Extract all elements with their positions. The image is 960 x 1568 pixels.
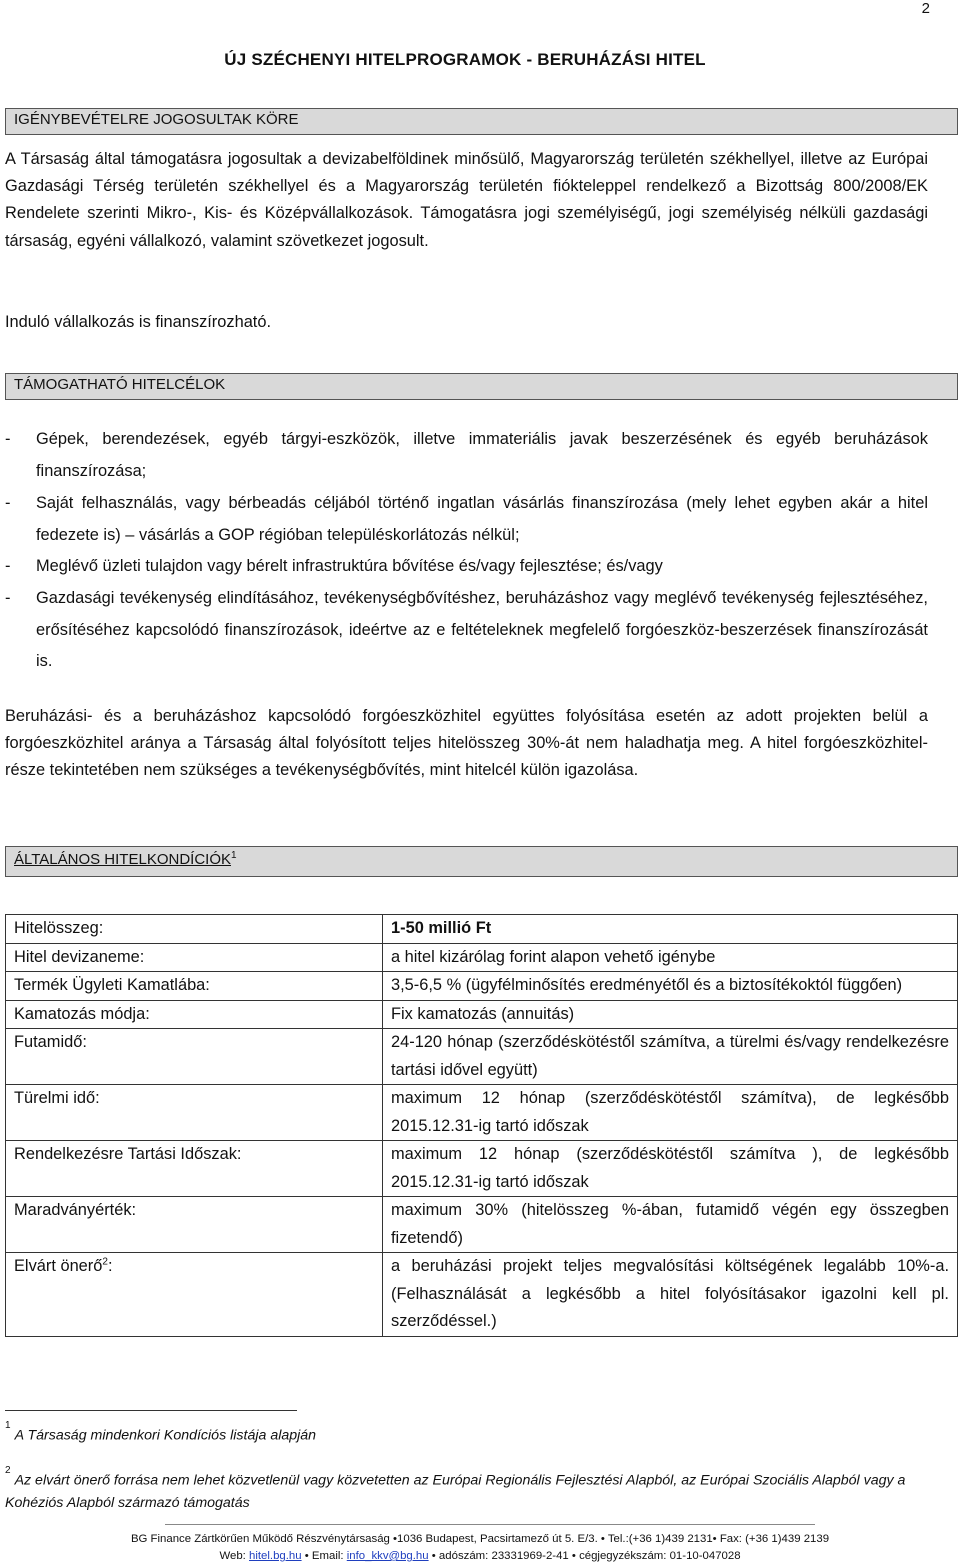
footnote-2	[5, 1466, 928, 1515]
footer-email-label: • Email:	[304, 1550, 344, 1562]
table-row	[6, 1141, 958, 1197]
footer-contact-line	[0, 1550, 960, 1562]
purpose-text: Saját felhasználás, vagy bérbeadás céljából történő ingatlan vásárlás finanszírozása (mely lehet egyben akár a hitel fedezete is) – vásárlás a GOP régióban településkorlátozás nélkül;	[36, 494, 928, 544]
section-heading-purposes-text: TÁMOGATHATÓ HITELCÉLOK	[14, 376, 226, 393]
condition-value: maximum 30% (hitelösszeg %-ában, futamidő végén egy összegben fizetendő)	[383, 1197, 958, 1253]
section-heading-purposes	[5, 373, 958, 400]
document-title: ÚJ SZÉCHENYI HITELPROGRAMOK - BERUHÁZÁSI HITEL	[224, 50, 706, 69]
purpose-dash: -	[5, 494, 11, 512]
table-row	[6, 1197, 958, 1253]
working-capital-note: Beruházási- és a beruházáshoz kapcsolódó forgóeszközhitel együttes folyósítása esetén az adott projekten belül a forgóeszközhitel aránya a Társaság által folyósított teljes hitelösszeg 30%-át nem haladhatja meg. A hitel forgóeszközhitel-része tekintetében nem szükséges a tevékenységbővítés, mint hitelcél külön igazolása.	[5, 707, 928, 780]
condition-value: maximum 12 hónap (szerződéskötéstől számítva), de legkésőbb 2015.12.31-ig tartó időszak	[383, 1085, 958, 1141]
table-row	[6, 943, 958, 972]
page-number: 2	[921, 0, 930, 17]
condition-value: 1-50 millió Ft	[383, 915, 958, 944]
purpose-dash: -	[5, 589, 11, 607]
condition-label: Hitelösszeg:	[6, 915, 383, 944]
footer-divider	[165, 1524, 815, 1525]
condition-label: Futamidő:	[6, 1029, 383, 1085]
condition-value: a beruházási projekt teljes megvalósítási költségének legalább 10%-a. (Felhasználását a legkésőbb a hitel folyósításakor igazolni kell pl. szerződéssel.)	[383, 1253, 958, 1337]
footer-email-link[interactable]: info_kkv@bg.hu	[346, 1550, 429, 1562]
condition-label-cell	[6, 1253, 383, 1337]
purpose-text: Meglévő üzleti tulajdon vagy bérelt infrastruktúra bővítése és/vagy fejlesztése; és/vagy	[36, 557, 663, 575]
condition-label: Maradványérték:	[6, 1197, 383, 1253]
footer-tax-info: • adószám: 23331969-2-41 • cégjegyzékszám: 01-10-047028	[431, 1550, 741, 1562]
footnote-ref-2: 2	[102, 1256, 108, 1268]
table-row	[6, 1253, 958, 1337]
startup-paragraph: Induló vállalkozás is finanszírozható.	[5, 313, 272, 331]
condition-label: Rendelkezésre Tartási Időszak:	[6, 1141, 383, 1197]
footnote-number: 2	[5, 1465, 11, 1476]
condition-value: 3,5-6,5 % (ügyfélminősítés eredményétől és a biztosítékoktól függően)	[383, 972, 958, 1001]
condition-label: Elvárt önerő	[14, 1257, 103, 1275]
condition-value: maximum 12 hónap (szerződéskötéstől számítva ), de legkésőbb 2015.12.31-ig tartó időszak	[383, 1141, 958, 1197]
section-heading-eligibility-text: IGÉNYBEVÉTELRE JOGOSULTAK KÖRE	[14, 111, 299, 128]
table-row	[6, 1085, 958, 1141]
condition-value: a hitel kizárólag forint alapon vehető igénybe	[383, 943, 958, 972]
purpose-dash: -	[5, 430, 11, 448]
table-row	[6, 1029, 958, 1085]
purpose-item	[5, 583, 928, 678]
table-row	[6, 915, 958, 944]
section-heading-conditions-text: ÁLTALÁNOS HITELKONDÍCIÓK	[14, 851, 231, 868]
footnote-1	[5, 1421, 928, 1447]
condition-label-suffix: :	[107, 1257, 113, 1275]
purpose-dash: -	[5, 557, 11, 575]
condition-label: Hitel devizaneme:	[6, 943, 383, 972]
condition-label: Türelmi idő:	[6, 1085, 383, 1141]
condition-label: Termék Ügyleti Kamatlába:	[6, 972, 383, 1001]
footnote-divider	[5, 1410, 297, 1411]
table-row	[6, 972, 958, 1001]
section-heading-conditions	[5, 846, 958, 877]
footer-web-label: Web:	[219, 1550, 246, 1562]
footnote-text: A Társaság mindenkori Kondíciós listája alapján	[14, 1427, 317, 1444]
footnote-number: 1	[5, 1420, 11, 1431]
purpose-text: Gépek, berendezések, egyéb tárgyi-eszközök, illetve immateriális javak beszerzésének és egyéb beruházások finanszírozása;	[36, 430, 928, 480]
condition-label: Kamatozás módja:	[6, 1000, 383, 1029]
footer-web-link[interactable]: hitel.bg.hu	[249, 1550, 302, 1562]
footer-company-line: BG Finance Zártkörűen Működő Részvénytársaság •1036 Budapest, Pacsirtamező út 5. E/3. • Tel.:(+36 1)439 2131• Fax: (+36 1)439 2139	[130, 1533, 830, 1545]
purpose-item	[5, 424, 928, 487]
eligibility-paragraph: A Társaság által támogatásra jogosultak a devizabelföldinek minősülő, Magyarország területén székhellyel, illetve az Európai Gazdasági Térség területén székhellyel és a Magyarország területén fiókteleppel rendelkező a Bizottság 800/2008/EK Rendelete szerinti Mikro-, Kis- és Középvállalkozások. Támogatásra jogi személyiségű, jogi személyiség nélküli gazdasági társaság, egyéni vállalkozó, valamint szövetkezet jogosult.	[5, 150, 928, 250]
purpose-text: Gazdasági tevékenység elindításához, tevékenységbővítéshez, beruházáshoz vagy meglévő tevékenység fejlesztéséhez, erősítéséhez kapcsolódó finanszírozások, ideértve az e feltételeknek megfelelő forgóeszköz-beszerzések finanszírozását is.	[36, 589, 928, 670]
purpose-item	[5, 488, 928, 551]
condition-value: Fix kamatozás (annuitás)	[383, 1000, 958, 1029]
footnote-ref-1: 1	[231, 850, 237, 861]
footnote-text: Az elvárt önerő forrása nem lehet közvetlenül vagy közvetetten az Európai Regionális Fejlesztési Alapból, az Európai Szociális Alapból vagy a Kohéziós Alapból származó támogatás	[5, 1472, 906, 1512]
table-row	[6, 1000, 958, 1029]
condition-value: 24-120 hónap (szerződéskötéstől számítva, a türelmi és/vagy rendelkezésre tartási idővel együtt)	[383, 1029, 958, 1085]
conditions-table	[5, 914, 958, 1337]
section-heading-eligibility	[5, 108, 958, 135]
purpose-item	[5, 551, 928, 583]
